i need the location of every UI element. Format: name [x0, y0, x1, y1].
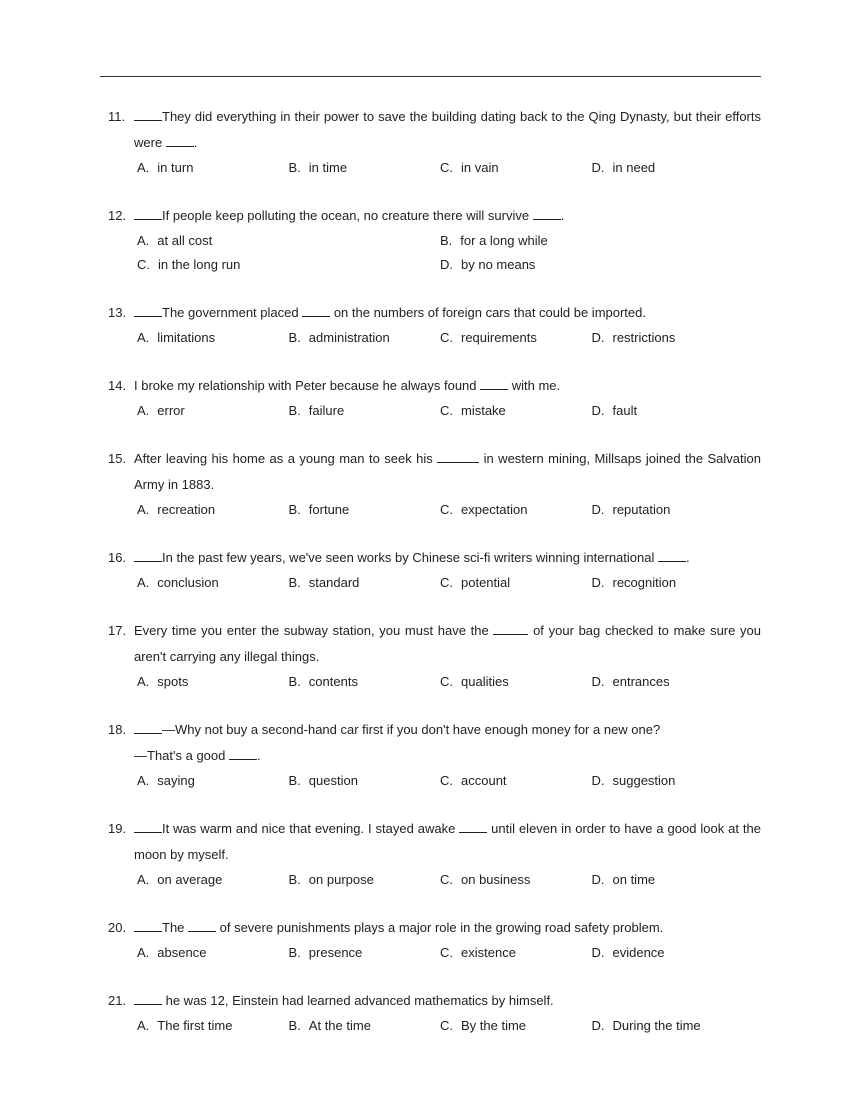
answer-blank[interactable]: [480, 377, 508, 390]
option-d[interactable]: [592, 941, 744, 965]
option-letter: D.: [591, 773, 605, 788]
answer-options: [137, 941, 761, 965]
question-text-segment: The: [162, 920, 189, 935]
question-number: 14.: [108, 378, 127, 393]
option-text: administration: [308, 330, 390, 345]
option-letter: C.: [440, 502, 453, 517]
answer-blank[interactable]: [134, 919, 162, 932]
question-text-segment: of severe punishments plays a major role in the growing road safety problem.: [216, 920, 664, 935]
option-c[interactable]: [137, 253, 440, 277]
option-b[interactable]: [289, 941, 441, 965]
option-text: At the time: [308, 1018, 371, 1033]
option-text: on average: [157, 872, 223, 887]
question-stem: [108, 988, 761, 1014]
question-15: [108, 446, 761, 522]
question-11: [108, 104, 761, 180]
option-b[interactable]: [289, 868, 441, 892]
question-text-segment: .: [256, 748, 261, 763]
option-letter: D.: [591, 674, 605, 689]
option-letter: B.: [288, 773, 301, 788]
question-18: [108, 717, 761, 793]
question-stem: [108, 104, 761, 156]
option-c[interactable]: [440, 670, 592, 694]
question-text: [134, 104, 761, 156]
option-text: mistake: [461, 403, 506, 418]
answer-blank[interactable]: [493, 622, 528, 635]
question-stem: [108, 203, 761, 229]
question-stem: [108, 446, 761, 498]
option-b[interactable]: [289, 670, 441, 694]
option-letter: B.: [288, 502, 301, 517]
question-stem: [108, 300, 761, 326]
option-text: reputation: [612, 502, 671, 517]
question-number: 18.: [108, 722, 127, 737]
question-14: [108, 373, 761, 423]
option-letter: D.: [591, 945, 605, 960]
question-17: [108, 618, 761, 694]
question-text: [134, 300, 761, 326]
option-c[interactable]: [440, 326, 592, 350]
option-text: contents: [308, 674, 358, 689]
option-b[interactable]: [440, 229, 743, 253]
question-text-segment: until eleven in order to have a good look at the moon by myself.: [134, 821, 761, 862]
option-letter: C.: [440, 773, 453, 788]
option-c[interactable]: [440, 941, 592, 965]
option-text: in need: [612, 160, 656, 175]
option-text: potential: [461, 575, 511, 590]
option-letter: C.: [440, 575, 453, 590]
question-text-segment: In the past few years, we've seen works by Chinese sci-fi writers winning international: [162, 550, 658, 565]
option-c[interactable]: [440, 868, 592, 892]
answer-blank[interactable]: [658, 549, 686, 562]
option-letter: C.: [440, 160, 453, 175]
answer-options: [137, 769, 761, 793]
option-text: on business: [461, 872, 531, 887]
question-stem: [108, 816, 761, 868]
question-text-segment: —That's a good: [134, 748, 229, 763]
answer-options: [137, 1014, 761, 1038]
option-b[interactable]: [289, 326, 441, 350]
answer-blank[interactable]: [134, 549, 162, 562]
option-d[interactable]: [440, 253, 743, 277]
option-a[interactable]: [137, 1014, 289, 1038]
option-letter: C.: [440, 1018, 453, 1033]
option-text: in vain: [461, 160, 499, 175]
answer-blank[interactable]: [134, 721, 162, 734]
option-b[interactable]: [289, 1014, 441, 1038]
question-text-segment: .: [560, 208, 565, 223]
option-text: in the long run: [158, 257, 241, 272]
question-19: [108, 816, 761, 892]
option-a[interactable]: [137, 156, 289, 180]
option-letter: C.: [137, 257, 150, 272]
option-text: at all cost: [157, 233, 213, 248]
option-letter: C.: [440, 403, 453, 418]
answer-options: [137, 868, 761, 892]
option-text: evidence: [612, 945, 665, 960]
question-list: [108, 104, 761, 1061]
option-letter: A.: [137, 160, 150, 175]
option-letter: D.: [591, 575, 605, 590]
option-c[interactable]: [440, 498, 592, 522]
question-text: [134, 446, 761, 498]
option-text: limitations: [157, 330, 216, 345]
answer-blank[interactable]: [437, 450, 479, 463]
question-21: [108, 988, 761, 1038]
option-letter: B.: [288, 945, 301, 960]
option-letter: A.: [137, 945, 150, 960]
option-text: question: [308, 773, 358, 788]
option-letter: B.: [288, 575, 301, 590]
option-d[interactable]: [592, 769, 744, 793]
option-letter: D.: [440, 257, 453, 272]
option-d[interactable]: [592, 326, 744, 350]
option-c[interactable]: [440, 571, 592, 595]
question-12: [108, 203, 761, 277]
option-text: standard: [308, 575, 360, 590]
question-text-segment: on the numbers of foreign cars that could be imported.: [330, 305, 646, 320]
answer-blank[interactable]: [459, 820, 487, 833]
question-20: [108, 915, 761, 965]
option-letter: A.: [137, 403, 150, 418]
answer-blank[interactable]: [134, 820, 162, 833]
question-text-segment: The government placed: [162, 305, 303, 320]
question-stem: [108, 618, 761, 670]
option-letter: A.: [137, 330, 150, 345]
question-text: [134, 545, 761, 571]
question-stem: [108, 545, 761, 571]
question-text-segment: It was warm and nice that evening. I stayed awake: [162, 821, 460, 836]
answer-blank[interactable]: [134, 304, 162, 317]
option-letter: D.: [591, 1018, 605, 1033]
option-text: error: [157, 403, 185, 418]
option-a[interactable]: [137, 326, 289, 350]
option-text: on purpose: [308, 872, 374, 887]
option-text: suggestion: [612, 773, 676, 788]
option-letter: C.: [440, 945, 453, 960]
option-text: requirements: [461, 330, 537, 345]
answer-options: [137, 399, 761, 423]
question-text: [134, 988, 761, 1014]
option-text: spots: [157, 674, 189, 689]
option-d[interactable]: [592, 399, 744, 423]
question-text: [134, 618, 761, 670]
option-letter: D.: [591, 872, 605, 887]
option-a[interactable]: [137, 498, 289, 522]
option-letter: B.: [288, 872, 301, 887]
option-a[interactable]: [137, 868, 289, 892]
option-letter: A.: [137, 1018, 150, 1033]
option-letter: B.: [288, 330, 301, 345]
option-b[interactable]: [289, 399, 441, 423]
option-letter: C.: [440, 330, 453, 345]
option-a[interactable]: [137, 769, 289, 793]
option-text: account: [461, 773, 507, 788]
answer-blank[interactable]: [134, 108, 162, 121]
answer-blank[interactable]: [533, 207, 561, 220]
question-number: 17.: [108, 623, 127, 638]
option-letter: A.: [137, 872, 150, 887]
answer-options: [137, 229, 761, 277]
option-text: By the time: [461, 1018, 527, 1033]
question-number: 16.: [108, 550, 127, 565]
question-number: 21.: [108, 993, 127, 1008]
option-a[interactable]: [137, 399, 289, 423]
option-text: failure: [308, 403, 345, 418]
option-text: qualities: [461, 674, 509, 689]
option-d[interactable]: [592, 498, 744, 522]
answer-blank[interactable]: [134, 992, 162, 1005]
option-b[interactable]: [289, 571, 441, 595]
option-text: on time: [612, 872, 656, 887]
option-letter: A.: [137, 773, 150, 788]
question-stem: [108, 915, 761, 941]
option-letter: A.: [137, 233, 150, 248]
answer-options: [137, 571, 761, 595]
option-letter: B.: [288, 403, 301, 418]
option-letter: B.: [288, 160, 301, 175]
question-text-segment: .: [193, 135, 198, 150]
option-letter: C.: [440, 872, 453, 887]
answer-options: [137, 156, 761, 180]
question-text: [134, 915, 761, 941]
option-d[interactable]: [592, 868, 744, 892]
question-text-segment: .: [685, 550, 690, 565]
option-a[interactable]: [137, 941, 289, 965]
question-number: 19.: [108, 821, 127, 836]
option-letter: A.: [137, 674, 150, 689]
option-text: saying: [157, 773, 195, 788]
option-text: restrictions: [612, 330, 676, 345]
option-b[interactable]: [289, 498, 441, 522]
question-number: 20.: [108, 920, 127, 935]
option-letter: A.: [137, 575, 150, 590]
question-number: 11.: [108, 109, 126, 124]
option-text: absence: [157, 945, 207, 960]
question-13: [108, 300, 761, 350]
option-c[interactable]: [440, 769, 592, 793]
option-letter: B.: [288, 674, 301, 689]
option-c[interactable]: [440, 399, 592, 423]
question-number: 15.: [108, 451, 127, 466]
option-d[interactable]: [592, 670, 744, 694]
option-text: by no means: [461, 257, 536, 272]
question-text-segment: After leaving his home as a young man to seek his: [134, 451, 438, 466]
option-letter: D.: [591, 502, 605, 517]
question-text-segment: with me.: [508, 378, 561, 393]
answer-blank[interactable]: [229, 747, 257, 760]
question-text-segment: They did everything in their power to save the building dating back to the Qing Dynasty, but their efforts were: [134, 109, 761, 150]
option-text: conclusion: [157, 575, 219, 590]
option-c[interactable]: [440, 1014, 592, 1038]
question-text: [134, 373, 761, 399]
option-text: entrances: [612, 674, 670, 689]
question-text-segment: Every time you enter the subway station, you must have the: [134, 623, 494, 638]
option-a[interactable]: [137, 571, 289, 595]
option-text: in time: [308, 160, 348, 175]
question-number: 13.: [108, 305, 127, 320]
answer-options: [137, 326, 761, 350]
option-letter: D.: [591, 160, 605, 175]
question-16: [108, 545, 761, 595]
question-text: [134, 717, 761, 769]
option-letter: B.: [440, 233, 453, 248]
answer-blank[interactable]: [134, 207, 162, 220]
header-rule: [100, 76, 761, 77]
option-letter: C.: [440, 674, 453, 689]
option-text: recreation: [157, 502, 216, 517]
answer-blank[interactable]: [188, 919, 216, 932]
question-text-segment: If people keep polluting the ocean, no creature there will survive: [162, 208, 533, 223]
question-text-segment: I broke my relationship with Peter because he always found: [134, 378, 481, 393]
option-b[interactable]: [289, 769, 441, 793]
option-c[interactable]: [440, 156, 592, 180]
question-text-segment: of your bag checked to make sure you aren't carrying any illegal things.: [134, 623, 761, 664]
question-text: [134, 816, 761, 868]
option-letter: A.: [137, 502, 150, 517]
option-text: for a long while: [460, 233, 548, 248]
option-b[interactable]: [289, 156, 441, 180]
option-text: The first time: [157, 1018, 233, 1033]
question-text-segment: in western mining, Millsaps joined the Salvation Army in 1883.: [134, 451, 761, 492]
option-d[interactable]: [592, 571, 744, 595]
option-d[interactable]: [592, 1014, 744, 1038]
option-text: in turn: [157, 160, 194, 175]
question-text-segment: he was 12, Einstein had learned advanced mathematics by himself.: [162, 993, 554, 1008]
question-stem: [108, 373, 761, 399]
option-letter: D.: [591, 403, 605, 418]
answer-options: [137, 670, 761, 694]
answer-blank[interactable]: [166, 134, 194, 147]
answer-options: [137, 498, 761, 522]
question-text: [134, 203, 761, 229]
option-text: fortune: [308, 502, 350, 517]
answer-blank[interactable]: [302, 304, 330, 317]
option-text: recognition: [612, 575, 677, 590]
option-text: fault: [612, 403, 638, 418]
question-number: 12.: [108, 208, 127, 223]
option-text: existence: [461, 945, 516, 960]
option-d[interactable]: [592, 156, 744, 180]
question-text-segment: —Why not buy a second-hand car first if you don't have enough money for a new one?: [162, 722, 661, 737]
option-text: expectation: [461, 502, 528, 517]
option-text: presence: [308, 945, 363, 960]
option-a[interactable]: [137, 670, 289, 694]
option-letter: B.: [288, 1018, 301, 1033]
question-stem: [108, 717, 761, 769]
option-text: During the time: [612, 1018, 701, 1033]
option-a[interactable]: [137, 229, 440, 253]
option-letter: D.: [591, 330, 605, 345]
